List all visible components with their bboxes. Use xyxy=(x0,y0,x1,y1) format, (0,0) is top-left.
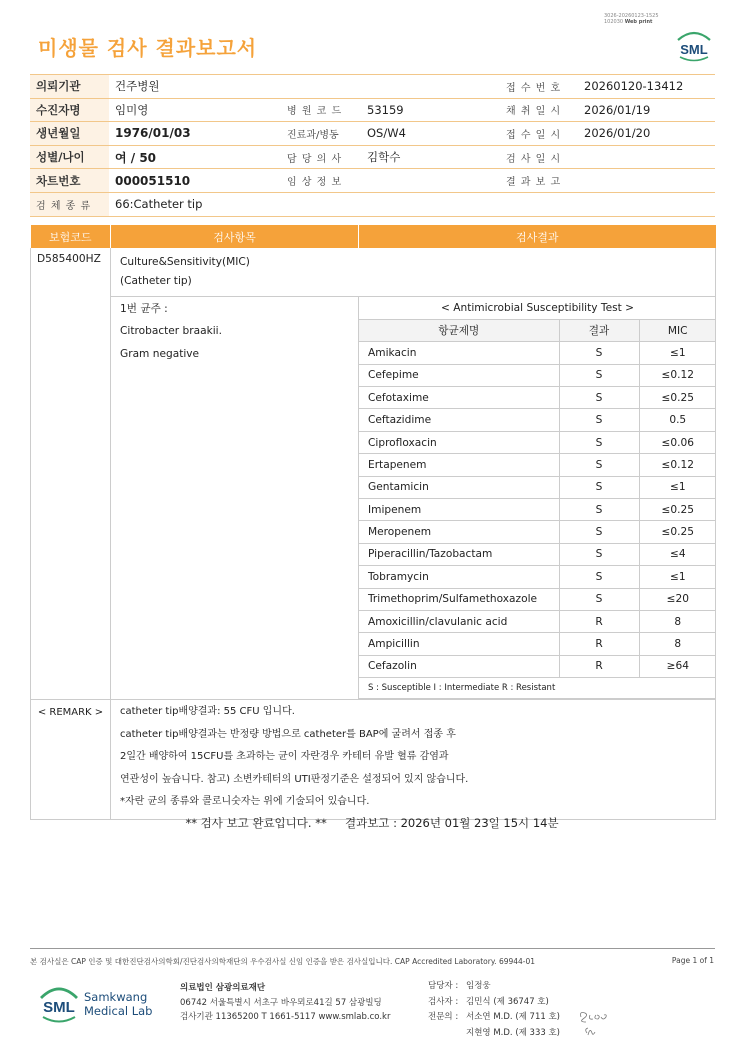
ast-row xyxy=(359,566,716,588)
drug-header: 항균제명 xyxy=(359,319,559,341)
test-date-value xyxy=(578,145,715,169)
receipt-date-value: 2026/01/20 xyxy=(578,122,715,146)
ast-result: R xyxy=(559,655,639,677)
ast-drug: Ertapenem xyxy=(359,454,559,476)
organism-label: 1번 균주 : xyxy=(120,303,168,315)
birth-date-value: 1976/01/03 xyxy=(109,122,281,146)
test-name xyxy=(111,248,716,297)
ast-drug: Piperacillin/Tazobactam xyxy=(359,543,559,565)
insurance-code: D585400HZ xyxy=(31,248,111,700)
ast-row xyxy=(359,543,716,565)
staff-role: 검사자 : xyxy=(428,996,459,1007)
staff-list xyxy=(428,979,560,1041)
ast-mic: ≤0.25 xyxy=(639,387,716,409)
collect-date-value: 2026/01/19 xyxy=(578,98,715,122)
ast-mic: ≤20 xyxy=(639,588,716,610)
organization-info xyxy=(180,981,390,1025)
sml-logo-icon xyxy=(36,978,82,1028)
ast-row xyxy=(359,342,716,364)
ast-result: S xyxy=(559,364,639,386)
ast-mic: ≤0.25 xyxy=(639,521,716,543)
ast-row xyxy=(359,454,716,476)
clinical-info-value xyxy=(361,169,500,193)
ast-row xyxy=(359,476,716,498)
item-header: 검사항목 xyxy=(111,225,359,248)
ast-drug: Cefepime xyxy=(359,364,559,386)
birth-date-label: 생년월일 xyxy=(30,122,109,146)
chart-no-value: 000051510 xyxy=(109,169,281,193)
ast-mic: ≤1 xyxy=(639,476,716,498)
footer-logo-text: SML xyxy=(43,999,75,1016)
ast-row xyxy=(359,610,716,632)
ast-drug: Imipenem xyxy=(359,499,559,521)
ast-row xyxy=(359,499,716,521)
staff-name: 임정웅 xyxy=(466,981,491,991)
chart-no-label: 차트번호 xyxy=(30,169,109,193)
ast-result: S xyxy=(559,431,639,453)
organism-name: Citrobacter braakii. xyxy=(120,325,222,338)
ast-mic: ≥64 xyxy=(639,655,716,677)
ast-result: S xyxy=(559,521,639,543)
ast-mic: ≤1 xyxy=(639,342,716,364)
ast-legend: S : Susceptible I : Intermediate R : Resistant xyxy=(359,678,716,699)
signature-icon xyxy=(577,1009,611,1039)
ast-result: S xyxy=(559,454,639,476)
remark-label: < REMARK > xyxy=(31,700,111,820)
gram-stain: Gram negative xyxy=(120,347,200,360)
ast-drug: Cefotaxime xyxy=(359,387,559,409)
test-name-line2: (Catheter tip) xyxy=(120,275,192,287)
ast-result-header: 결과 xyxy=(559,319,639,341)
ast-drug: Meropenem xyxy=(359,521,559,543)
ast-drug: Cefazolin xyxy=(359,655,559,677)
staff-role: 전문의 : xyxy=(428,1012,459,1022)
brand-line2: Medical Lab xyxy=(84,1004,153,1018)
doctor-label: 담 당 의 사 xyxy=(281,145,361,169)
remark-line: catheter tip배양결과는 반정량 방법으로 catheter를 BAP에 굴려서 접종 후 xyxy=(120,728,456,740)
report-complete-note: ** 검사 보고 완료입니다. ** 결과보고 : 2026년 01월 23일 15시 14분 xyxy=(185,816,559,830)
department-label: 진료과/병동 xyxy=(281,122,361,146)
mic-header: MIC xyxy=(639,319,716,341)
ast-result: R xyxy=(559,633,639,655)
ast-mic: 8 xyxy=(639,610,716,632)
patient-info-table xyxy=(30,74,715,217)
sml-logo-icon xyxy=(674,28,714,62)
org-name: 의료법인 삼광의료재단 xyxy=(180,983,266,993)
ast-mic: 0.5 xyxy=(639,409,716,431)
web-print-mark: Web print xyxy=(624,19,653,25)
sex-age-value: 여 / 50 xyxy=(109,145,281,169)
patient-name-label: 수진자명 xyxy=(30,98,109,122)
ast-mic: ≤0.12 xyxy=(639,364,716,386)
staff-name: 서소연 M.D. (제 711 호) xyxy=(466,1012,561,1022)
ast-result: S xyxy=(559,588,639,610)
print-id-line1: 3026-20260123-1525 xyxy=(604,13,659,19)
ast-row xyxy=(359,409,716,431)
ast-mic: ≤0.25 xyxy=(639,499,716,521)
test-date-label: 검 사 일 시 xyxy=(500,145,578,169)
test-name-line1: Culture&Sensitivity(MIC) xyxy=(120,256,250,268)
staff-role: 담당자 : xyxy=(428,981,459,991)
result-report-label: 결 과 보 고 xyxy=(500,169,578,193)
ast-row xyxy=(359,431,716,453)
page-title: 미생물 검사 결과보고서 xyxy=(38,36,258,60)
ast-mic: ≤0.06 xyxy=(639,431,716,453)
ast-row xyxy=(359,633,716,655)
ast-mic: ≤0.12 xyxy=(639,454,716,476)
ast-title: < Antimicrobial Susceptibility Test > xyxy=(440,301,635,314)
ast-mic: ≤1 xyxy=(639,566,716,588)
requesting-org-label: 의뢰기관 xyxy=(30,75,109,99)
receipt-no-label: 접 수 번 호 xyxy=(500,75,578,99)
results-table xyxy=(30,225,716,820)
result-report-value xyxy=(578,169,715,193)
ast-row xyxy=(359,387,716,409)
remark-line: *자란 균의 종류와 콜로니숫자는 위에 기술되어 있습니다. xyxy=(120,796,370,808)
ast-mic: 8 xyxy=(639,633,716,655)
specimen-label: 검 체 종 류 xyxy=(30,192,109,216)
ast-drug: Trimethoprim/Sulfamethoxazole xyxy=(359,588,559,610)
receipt-no-value: 20260120-13412 xyxy=(578,75,715,99)
result-header: 검사결과 xyxy=(359,225,716,248)
ast-cell xyxy=(359,297,716,700)
ast-row xyxy=(359,588,716,610)
code-header: 보험코드 xyxy=(31,225,111,248)
brand-line1: Samkwang xyxy=(84,990,148,1004)
org-contact: 검사기관 11365200 T 1661-5117 www.smlab.co.kr xyxy=(180,1012,391,1022)
org-address: 06742 서울특별시 서초구 바우뫼로41길 57 삼광빌딩 xyxy=(180,997,382,1008)
top-logo-text: SML xyxy=(680,42,708,57)
receipt-date-label: 접 수 일 시 xyxy=(500,122,578,146)
page-number: Page 1 of 1 xyxy=(671,956,714,965)
ast-result: S xyxy=(559,499,639,521)
doctor-value: 김학수 xyxy=(361,145,500,169)
ast-table xyxy=(359,297,716,699)
ast-drug: Ciprofloxacin xyxy=(359,431,559,453)
sex-age-label: 성별/나이 xyxy=(30,145,109,169)
ast-result: S xyxy=(559,387,639,409)
requesting-org-value: 건주병원 xyxy=(109,75,281,99)
ast-result: R xyxy=(559,610,639,632)
staff-name: 지현영 M.D. (제 333 호) xyxy=(466,1027,561,1038)
ast-drug: Gentamicin xyxy=(359,476,559,498)
ast-result: S xyxy=(559,409,639,431)
hospital-code-value: 53159 xyxy=(361,98,500,122)
print-id-line2: 102030 xyxy=(604,19,624,25)
department-value: OS/W4 xyxy=(361,122,500,146)
patient-name-value: 임미영 xyxy=(109,98,281,122)
ast-row xyxy=(359,655,716,677)
organism-cell xyxy=(111,297,359,700)
ast-mic: ≤4 xyxy=(639,543,716,565)
remark-line: catheter tip배양결과: 55 CFU 입니다. xyxy=(120,706,295,718)
ast-drug: Amoxicillin/clavulanic acid xyxy=(359,610,559,632)
staff-role xyxy=(428,1026,466,1042)
remark-text xyxy=(111,700,716,820)
ast-result: S xyxy=(559,566,639,588)
footer-divider xyxy=(30,948,715,949)
ast-drug: Tobramycin xyxy=(359,566,559,588)
brand-name xyxy=(84,990,152,1018)
ast-row xyxy=(359,364,716,386)
ast-result: S xyxy=(559,543,639,565)
ast-rows xyxy=(359,342,716,678)
staff-name: 김민식 (제 36747 호) xyxy=(466,996,549,1007)
hospital-code-label: 병 원 코 드 xyxy=(281,98,361,122)
ast-result: S xyxy=(559,476,639,498)
ast-row xyxy=(359,521,716,543)
print-id xyxy=(604,13,659,25)
ast-drug: Ceftazidime xyxy=(359,409,559,431)
accreditation-note: 본 검사실은 CAP 인증 및 대한진단검사의학회/진단검사의학재단의 우수검사실 신임 인증을 받은 검사실입니다. CAP Accredited Laboratory. 69944-01 xyxy=(30,957,536,966)
ast-drug: Ampicillin xyxy=(359,633,559,655)
ast-result: S xyxy=(559,342,639,364)
ast-drug: Amikacin xyxy=(359,342,559,364)
collect-date-label: 채 취 일 시 xyxy=(500,98,578,122)
remark-line: 2일간 배양하여 15CFU를 초과하는 균이 자란경우 카테터 유발 혈류 감염과 xyxy=(120,751,449,763)
specimen-value: 66:Catheter tip xyxy=(109,192,715,216)
clinical-info-label: 임 상 정 보 xyxy=(281,169,361,193)
remark-line: 연관성이 높습니다. 참고) 소변카테터의 UTI판정기준은 설정되어 있지 않습니다. xyxy=(120,773,469,785)
